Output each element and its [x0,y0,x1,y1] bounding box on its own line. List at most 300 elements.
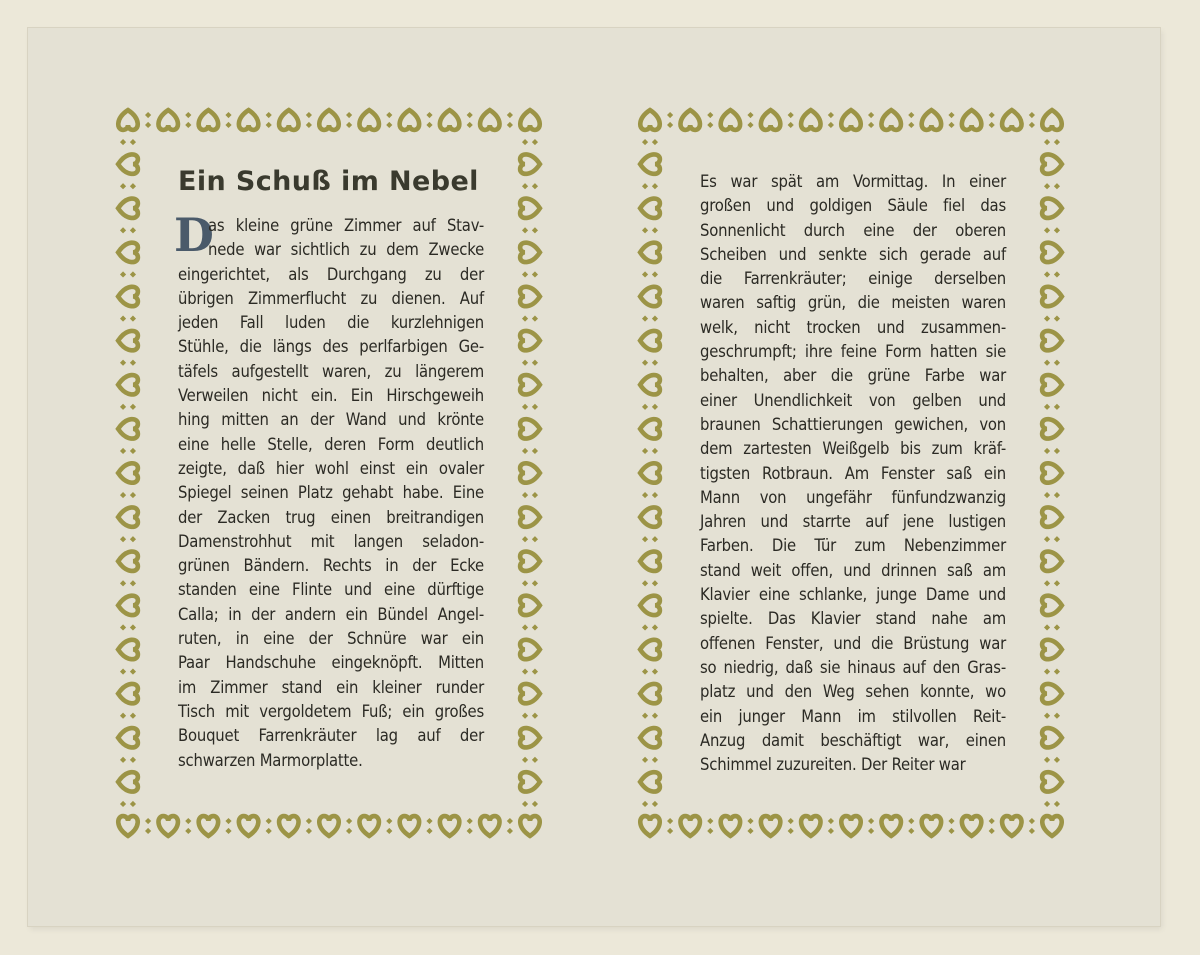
heart-ornament-icon [520,463,540,482]
heart-ornament-icon [319,816,338,836]
dot-ornament-icon [532,801,538,807]
dot-ornament-icon [667,828,673,834]
heart-ornament-icon [520,243,540,262]
heart-ornament-icon [118,463,138,482]
dot-ornament-icon [1044,757,1050,763]
dot-ornament-icon [507,818,513,824]
text-line: eingerichtet, als Durchgang zu der [178,264,484,284]
text-line: ruten, in eine der Schnüre war ein [178,629,484,649]
dot-ornament-icon [1054,271,1060,277]
heart-ornament-icon [520,552,540,571]
heart-ornament-icon [640,772,660,791]
heart-ornament-icon [480,110,499,130]
dot-ornament-icon [225,122,231,128]
dot-ornament-icon [522,713,528,719]
dot-ornament-icon [145,112,151,118]
dot-ornament-icon [120,360,126,366]
dot-ornament-icon [426,818,432,824]
heart-ornament-icon [440,816,459,836]
dot-ornament-icon [1054,492,1060,498]
heart-ornament-icon [118,596,138,615]
heart-ornament-icon [1042,728,1062,747]
dot-ornament-icon [828,122,834,128]
dot-ornament-icon [868,818,874,824]
dot-ornament-icon [532,624,538,630]
text-line: Anzug damit beschäftigt war, einen [700,730,1006,750]
text-line: spielte. Das Klavier stand nahe am [700,609,1006,629]
heart-ornament-icon [239,110,258,130]
dot-ornament-icon [467,112,473,118]
dot-ornament-icon [652,315,658,321]
heart-ornament-icon [118,154,138,173]
heart-ornament-icon [118,552,138,571]
heart-ornament-icon [1042,419,1062,438]
heart-ornament-icon [118,110,137,130]
dot-ornament-icon [130,536,136,542]
dot-ornament-icon [642,536,648,542]
dot-ornament-icon [1029,828,1035,834]
dot-ornament-icon [467,828,473,834]
heart-ornament-icon [1042,331,1062,350]
heart-ornament-icon [520,640,540,659]
heart-ornament-icon [118,419,138,438]
dot-ornament-icon [130,668,136,674]
dot-ornament-icon [522,360,528,366]
dot-ornament-icon [868,112,874,118]
heart-ornament-icon [279,816,298,836]
dot-ornament-icon [522,624,528,630]
dot-ornament-icon [642,713,648,719]
dot-ornament-icon [642,757,648,763]
text-line: Spiegel seinen Platz gehabt habe. Eine [178,483,484,503]
dot-ornament-icon [642,360,648,366]
dot-ornament-icon [120,580,126,586]
dot-ornament-icon [225,818,231,824]
heart-ornament-icon [1042,199,1062,218]
heart-ornament-icon [680,110,699,130]
dot-ornament-icon [306,818,312,824]
dot-ornament-icon [130,580,136,586]
heart-ornament-icon [640,684,660,703]
dot-ornament-icon [652,580,658,586]
heart-ornament-icon [520,375,540,394]
dot-ornament-icon [747,122,753,128]
dot-ornament-icon [426,112,432,118]
heart-ornament-icon [118,640,138,659]
dot-ornament-icon [346,828,352,834]
dot-ornament-icon [1044,227,1050,233]
left-page [112,104,546,842]
text-line: welk, nicht trocken und zusammen- [700,317,1006,337]
dot-ornament-icon [185,818,191,824]
heart-ornament-icon [400,110,419,130]
dot-ornament-icon [130,139,136,145]
text-line: Klavier eine schlanke, junge Dame und [700,585,1006,605]
dot-ornament-icon [532,271,538,277]
dot-ornament-icon [707,122,713,128]
heart-ornament-icon [158,816,177,836]
dot-ornament-icon [1044,580,1050,586]
heart-ornament-icon [1042,243,1062,262]
heart-ornament-icon [520,507,540,526]
dot-ornament-icon [652,360,658,366]
dot-ornament-icon [1054,801,1060,807]
dot-ornament-icon [908,828,914,834]
heart-ornament-icon [118,816,137,836]
text-line: ein junger Mann im stilvollen Reit- [700,706,1006,726]
text-line: hing mitten an der Wand und krönte [178,410,484,430]
heart-ornament-icon [640,463,660,482]
heart-ornament-icon [640,640,660,659]
dot-ornament-icon [522,227,528,233]
dot-ornament-icon [1044,183,1050,189]
dot-ornament-icon [1044,713,1050,719]
heart-ornament-icon [520,772,540,791]
dot-ornament-icon [1054,227,1060,233]
dot-ornament-icon [1054,624,1060,630]
dot-ornament-icon [532,448,538,454]
text-line: stand weit offen, und drinnen saß am [700,560,1006,580]
text-line: Tisch mit vergoldetem Fuß; ein großes [178,701,484,721]
text-line: übrigen Zimmerflucht zu dienen. Auf [178,288,484,308]
dot-ornament-icon [532,315,538,321]
heart-ornament-icon [520,419,540,438]
heart-ornament-icon [640,728,660,747]
dot-ornament-icon [989,122,995,128]
dot-ornament-icon [145,122,151,128]
heart-ornament-icon [1042,507,1062,526]
dot-ornament-icon [642,404,648,410]
heart-ornament-icon [721,110,740,130]
heart-ornament-icon [1042,816,1061,836]
dot-ornament-icon [507,828,513,834]
dot-ornament-icon [1054,536,1060,542]
heart-ornament-icon [279,110,298,130]
text-line: platz und den Weg sehen konnte, wo [700,682,1006,702]
heart-ornament-icon [520,110,539,130]
dot-ornament-icon [1054,404,1060,410]
heart-ornament-icon [1042,375,1062,394]
dot-ornament-icon [788,828,794,834]
dot-ornament-icon [868,828,874,834]
dot-ornament-icon [522,271,528,277]
text-line: eine helle Stelle, deren Form deutlich [178,434,484,454]
dot-ornament-icon [1029,122,1035,128]
text-line: die Farrenkräuter; einige derselben [700,269,1006,289]
text-line: Scheiben und senkte sich gerade auf [700,244,1006,264]
heart-ornament-icon [199,816,218,836]
heart-ornament-icon [761,816,780,836]
dot-ornament-icon [120,271,126,277]
heart-ornament-icon [520,154,540,173]
text-line: Stühle, die längs des perlfarbigen Ge- [178,337,484,357]
dot-ornament-icon [948,818,954,824]
dot-ornament-icon [652,227,658,233]
dot-ornament-icon [130,624,136,630]
dot-ornament-icon [1044,315,1050,321]
text-line: Calla; in der andern ein Bündel Angel- [178,604,484,624]
dot-ornament-icon [306,828,312,834]
dot-ornament-icon [707,828,713,834]
dot-ornament-icon [532,580,538,586]
dot-ornament-icon [1054,757,1060,763]
heart-ornament-icon [359,110,378,130]
dot-ornament-icon [948,122,954,128]
heart-ornament-icon [721,816,740,836]
heart-ornament-icon [640,287,660,306]
dot-ornament-icon [908,122,914,128]
dot-ornament-icon [642,315,648,321]
dot-ornament-icon [532,139,538,145]
dot-ornament-icon [306,112,312,118]
text-line: großen und goldigen Säule fiel das [700,196,1006,216]
dot-ornament-icon [120,713,126,719]
heart-ornament-icon [801,110,820,130]
heart-ornament-icon [520,287,540,306]
heart-ornament-icon [801,816,820,836]
dot-ornament-icon [747,818,753,824]
heart-ornament-icon [1042,463,1062,482]
drop-cap: D [174,208,214,262]
dot-ornament-icon [828,818,834,824]
heart-ornament-icon [922,110,941,130]
dot-ornament-icon [642,448,648,454]
text-line: geschrumpft; ihre feine Form hatten sie [700,342,1006,362]
heart-ornament-icon [118,331,138,350]
dot-ornament-icon [130,315,136,321]
dot-ornament-icon [130,801,136,807]
heart-ornament-icon [640,243,660,262]
dot-ornament-icon [266,122,272,128]
text-line: Mann von ungefähr fünfundzwanzig [700,487,1006,507]
dot-ornament-icon [989,828,995,834]
dot-ornament-icon [908,818,914,824]
dot-ornament-icon [532,757,538,763]
dot-ornament-icon [522,448,528,454]
dot-ornament-icon [185,828,191,834]
heart-ornament-icon [881,816,900,836]
dot-ornament-icon [306,122,312,128]
dot-ornament-icon [652,713,658,719]
text-line: Damenstrohhut mit langen seladon- [178,531,484,551]
heart-ornament-icon [640,110,659,130]
heart-ornament-icon [640,199,660,218]
text-line: offenen Fenster, und die Brüstung war [700,633,1006,653]
heart-ornament-icon [922,816,941,836]
heart-ornament-icon [640,552,660,571]
text-line: grünen Bändern. Rechts in der Ecke [178,556,484,576]
dot-ornament-icon [532,536,538,542]
dot-ornament-icon [386,818,392,824]
dot-ornament-icon [1044,360,1050,366]
dot-ornament-icon [130,492,136,498]
dot-ornament-icon [522,580,528,586]
dot-ornament-icon [130,271,136,277]
text-line: jeden Fall luden die kurzlehnigen [178,313,484,333]
dot-ornament-icon [1054,668,1060,674]
dot-ornament-icon [266,112,272,118]
heart-ornament-icon [1042,552,1062,571]
text-line: Farben. Die Tür zum Nebenzimmer [700,536,1006,556]
dot-ornament-icon [532,713,538,719]
dot-ornament-icon [130,713,136,719]
dot-ornament-icon [145,818,151,824]
dot-ornament-icon [120,624,126,630]
dot-ornament-icon [652,448,658,454]
text-line: waren saftig grün, die meisten waren [700,293,1006,313]
dot-ornament-icon [346,122,352,128]
dot-ornament-icon [1054,139,1060,145]
dot-ornament-icon [225,828,231,834]
text-line: Es war spät am Vormittag. In einer [700,172,1006,191]
dot-ornament-icon [522,668,528,674]
dot-ornament-icon [642,580,648,586]
heart-ornament-icon [520,331,540,350]
dot-ornament-icon [948,112,954,118]
dot-ornament-icon [1044,624,1050,630]
dot-ornament-icon [828,828,834,834]
dot-ornament-icon [532,404,538,410]
page-title: Ein Schuß im Nebel [178,166,479,197]
dot-ornament-icon [1054,713,1060,719]
left-body-text [178,214,484,773]
heart-ornament-icon [118,507,138,526]
dot-ornament-icon [788,112,794,118]
dot-ornament-icon [532,668,538,674]
dot-ornament-icon [1044,404,1050,410]
dot-ornament-icon [185,122,191,128]
dot-ornament-icon [642,183,648,189]
dot-ornament-icon [652,183,658,189]
dot-ornament-icon [652,668,658,674]
dot-ornament-icon [642,271,648,277]
heart-ornament-icon [199,110,218,130]
heart-ornament-icon [761,110,780,130]
dot-ornament-icon [1029,112,1035,118]
heart-ornament-icon [440,110,459,130]
dot-ornament-icon [532,183,538,189]
dot-ornament-icon [652,801,658,807]
dot-ornament-icon [266,818,272,824]
text-line: Schimmel zuzureiten. Der Reiter war [700,755,966,775]
dot-ornament-icon [532,360,538,366]
text-line: behalten, aber die grüne Farbe war [700,366,1006,386]
text-line: täfels aufgestellt waren, zu längerem [178,361,484,381]
heart-ornament-icon [841,110,860,130]
heart-ornament-icon [1042,110,1061,130]
dot-ornament-icon [1044,492,1050,498]
heart-ornament-icon [1042,772,1062,791]
text-line: standen eine Flinte und eine dürftige [178,580,484,600]
text-line: braunen Schattierungen gewichen, von [700,414,1006,434]
text-line: Sonnenlicht durch eine der oberen [700,220,1006,240]
right-page [634,104,1068,842]
heart-ornament-icon [319,110,338,130]
heart-ornament-icon [118,199,138,218]
dot-ornament-icon [747,112,753,118]
heart-ornament-icon [1002,110,1021,130]
dot-ornament-icon [386,122,392,128]
heart-ornament-icon [520,728,540,747]
dot-ornament-icon [652,404,658,410]
dot-ornament-icon [1044,139,1050,145]
heart-ornament-icon [1042,640,1062,659]
heart-ornament-icon [520,816,539,836]
dot-ornament-icon [522,492,528,498]
heart-ornament-icon [118,684,138,703]
heart-ornament-icon [640,816,659,836]
dot-ornament-icon [667,112,673,118]
text-line: der Zacken trug einen breitrandigen [178,507,484,527]
dot-ornament-icon [120,492,126,498]
dot-ornament-icon [145,828,151,834]
dot-ornament-icon [130,227,136,233]
heart-ornament-icon [1002,816,1021,836]
text-line: schwarzen Marmorplatte. [178,750,363,770]
right-body-text [700,170,1006,777]
dot-ornament-icon [1054,448,1060,454]
dot-ornament-icon [522,183,528,189]
heart-ornament-icon [118,287,138,306]
text-line: as kleine grüne Zimmer auf Stav- [208,216,484,235]
heart-ornament-icon [158,110,177,130]
heart-ornament-icon [118,243,138,262]
heart-ornament-icon [1042,154,1062,173]
dot-ornament-icon [120,315,126,321]
dot-ornament-icon [522,315,528,321]
dot-ornament-icon [1044,536,1050,542]
heart-ornament-icon [520,684,540,703]
heart-ornament-icon [118,772,138,791]
dot-ornament-icon [467,122,473,128]
heart-ornament-icon [640,507,660,526]
text-line: so niedrig, daß sie hinaus auf den Gras- [700,657,1006,677]
text-line: Paar Handschuhe eingeknöpft. Mitten [178,653,484,673]
dot-ornament-icon [1044,801,1050,807]
dot-ornament-icon [652,624,658,630]
heart-ornament-icon [118,728,138,747]
dot-ornament-icon [667,122,673,128]
dot-ornament-icon [642,801,648,807]
heart-ornament-icon [118,375,138,394]
dot-ornament-icon [130,183,136,189]
heart-ornament-icon [680,816,699,836]
dot-ornament-icon [868,122,874,128]
dot-ornament-icon [120,448,126,454]
text-line: Bouquet Farrenkräuter lag auf der [178,726,484,746]
text-line: zeigte, daß hier wohl einst ein ovaler [178,458,484,478]
dot-ornament-icon [652,757,658,763]
dot-ornament-icon [1054,183,1060,189]
dot-ornament-icon [1054,315,1060,321]
dot-ornament-icon [266,828,272,834]
heart-ornament-icon [962,816,981,836]
dot-ornament-icon [120,183,126,189]
heart-ornament-icon [520,199,540,218]
dot-ornament-icon [652,536,658,542]
dot-ornament-icon [1044,668,1050,674]
dot-ornament-icon [120,404,126,410]
heart-ornament-icon [520,596,540,615]
heart-ornament-icon [480,816,499,836]
dot-ornament-icon [828,112,834,118]
dot-ornament-icon [185,112,191,118]
dot-ornament-icon [1029,818,1035,824]
dot-ornament-icon [120,801,126,807]
text-line: einer Unendlichkeit von gelben und [700,390,1006,410]
dot-ornament-icon [707,112,713,118]
dot-ornament-icon [130,757,136,763]
